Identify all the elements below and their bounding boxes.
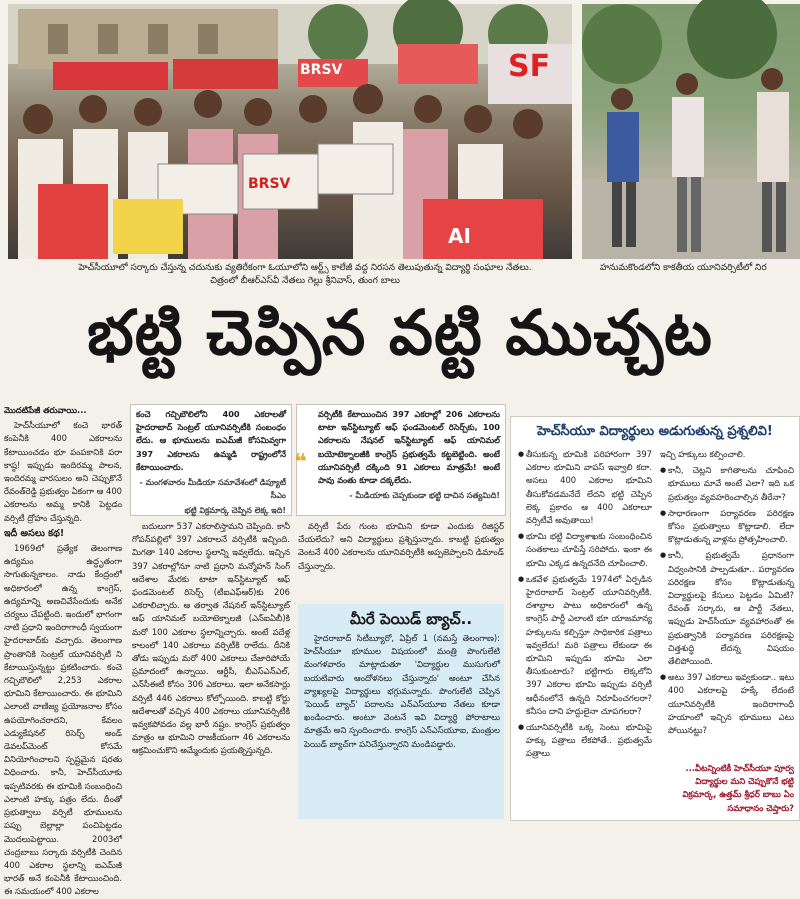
col2-paragraph-1: బదులుగా 537 ఎకరాలిస్తామని చెప్పింది. కానీ గోపన్‌పల్లిలో 397 ఎకరాలనే వర్సిటీకి ఇచ్చింది. మిగతా 140 ఎకరాల స్థలాన్ని ఇవ్వలేదు. ఇచ్చిన 397 ఎకరాల్లోనూ నాటి ప్రధాని మన్మోహన్ సింగ్ ఆదేశాల మేరకు టాటా ఇన్‌స్టిట్యూట్ ఆఫ్ ఫండమెంటల్ రిసెర్చ్ (టీఐఎఫ్‌ఆర్)కు 206 ఎకరాలిచ్చారు. ఆ తర్వాత నేషనల్ ఇన్‌స్టిట్యూట్ ఆఫ్ యానిమల్ బయోటెక్నాలజీ (ఎన్‌ఐఏబీ)కి మరో 100 ఎకరాల స్థలాన్నిచ్చారు. అంటే పదేళ్ల కాలంలో 140 ఎకరాలు వర్సిటీకి రాలేదు. దీనికి తోడు ఇప్పుడు మరో 400 ఎకరాలు చేజారిపోయే ప్రమాదంలో ఉన్నాయి. ఆర్టీసీ, బీఎస్ఎన్ఎల్, ఎన్‌సీఈటీ కోసం 306 ఎకరాలు. ఇలా అనేకసార్లు వర్సిటీ 446 ఎకరాలు కోల్పోయింది. కాబట్టి కోర్టు ఆదేశాలతో వచ్చిన 400 ఎకరాలు యూనివర్సిటీకి ఇవ్వకపోవడం వల్ల భారీ నష్టం. కాంగ్రెస్ ప్రభుత్వం మాత్రం ఆ భూమిని రాజకీయంగా 46 ఎకరాలను ఆక్రమించుకొని అమ్మేందుకు ప్రయత్నిస్తున్నది. [132, 521, 290, 756]
march-scene-illustration [582, 4, 800, 259]
bhatti-claim-source-2: భట్టి విక్రమార్క చెప్పిన లెక్క ఇది! [184, 506, 286, 516]
photo-left-caption-line2: చిత్రంలో బీఆర్ఎస్‌వీ నేతలు గెల్లు శ్రీనివాస్, తుంగ బాలు [210, 276, 400, 286]
question-item: ● సాధారణంగా పర్యావరణ పరిరక్షణ కోసం ప్రభుత్వాలు కొట్లాడాలి. లేదా కొట్లాడుతున్న వాళ్లను ప్రోత్సహించాలి. [660, 507, 794, 547]
placard-brsv-1: BRSV [300, 62, 343, 78]
question-item: ● యూనివర్సిటీకి ఒక్క సెంటు భూమిపై హక్కు పత్రాలు లేకపోతే.. ప్రభుత్వమే పత్రాలు [518, 721, 652, 761]
col1-paragraph-2: 1969లో ప్రత్యేక తెలంగాణ ఉద్యమం ఉద్ధృతంగా సాగుతున్నకాలం. నాడు కేంద్రంలో అధికారంలో ఉన్న కాంగ్రెస్, ఉద్యమాన్ని అణచివేసేందుకు అనేక చర్యలు చేపట్టింది. ఇందులో భాగంగా నాటి ప్రధాని ఇందిరాగాంధీ స్వయంగా హైదరాబాద్‌కు వచ్చారు. తెలంగాణ ప్రాంతానికి సెంట్రల్ యూనివర్సిటీ ని కేటాయిస్తున్నట్టు ప్రకటించారు. కంచె గచ్చిబౌలిలో 2,253 ఎకరాల భూమిని కేటాయించారు. ఈ భూమిని ఎలాంటి వాణిజ్య ప్రయోజనాల కోసం ఉపయోగించరాదని, కేవలం ఎడ్యుకేషనల్ రిసెర్చ్ అండ్ డెవలప్‌మెంట్ కోసమే వినియోగించాలని స్పష్టమైన షరతు విధించారు. కానీ, హెచ్‌సీయూకు ఇప్పటివరకు ఈ భూమికి సంబంధించి ఎలాంటి హక్కు పత్రం లేదు. దీంతో ప్రభుత్వాలు వర్సిటీ భూములను పప్పు బెల్లాల్లా పంచిపెట్టడం మొదలుపెట్టాయి. 2003లో చంద్రబాబు సర్కారు వర్సిటీకి చెందిన 400 ఎకరాల స్థలాన్ని ఐఎమ్‌జీ భారత్ అనే కంపెనీకి కేటాయించింది. ఈ సమయంలో 400 ఎకరాల [4, 543, 122, 897]
placard-sf: SF [508, 49, 551, 84]
col1-paragraph-1: హెచ్‌సీయూలో కంచె భారత్ కంపెనీకి 400 ఎకరాలను కేటాయించడం భూ పంపకానికి పరా కాష్ఠ! ఇప్పుడు ఇందిరమ్మ పాలన, ఇందిరమ్మ వారసులం అని చెప్పుకొనే రేవంత్‌రెడ్డి ప్రభుత్వం ఏకంగా ఆ 400 ఎకరాలను అమ్మ కానికి పెట్టడం వర్సిటీ ద్రోహం చేస్తున్నది. [4, 420, 122, 523]
questions-column-left [518, 448, 652, 808]
placard-ai: AI [448, 224, 471, 248]
article-column-3-top [298, 520, 504, 602]
hidden-truth-content [318, 408, 500, 514]
protest-scene-illustration [8, 4, 572, 259]
photo-left-caption [40, 262, 570, 288]
paid-batch-article [304, 632, 500, 818]
protest-photo-right [582, 4, 800, 259]
col3-paragraph-1: వర్సిటీ పేరు గుంట భూమిని కూడా ఎందుకు రిజిస్టర్ చేయలేదు? అని విద్యార్థులు ప్రశ్నిస్తున్నారు. కాబట్టి ప్రభుత్వం వెంటనే 400 ఎకరాలను యూనివర్సిటీకి అప్పజెప్పాలని డిమాండ్ చేస్తున్నారు. [298, 521, 504, 571]
quote-marks-icon: ❝ [294, 450, 307, 475]
page-headline: భట్టి చెప్పిన వట్టి ముచ్చట [87, 296, 713, 369]
question-item: ● ఒకవేళ ప్రభుత్వమే 1974లో ఏర్పడిన హైదరాబాద్ సెంట్రల్ యూనివర్సిటీకి. దశాబ్దాల పాటు అధికారంలో ఉన్న కాంగ్రెస్ పార్టీ ఎలాంటి భూ యాజమాన్య హక్కులను కల్పిస్తూ సాధికారిక పత్రాలు ఇవ్వలేదు! మరి పత్రాలు లేకుండా ఈ భూమిని ఇప్పుడు భూమి ఎలా తీసుకుంటారు? భట్టిగారు లెక్కలోని 397 ఎకరాల భూమి ఇప్పుడు వర్సిటీ ఆధీనంలోనే ఉన్నది నిరూపించగలరా? కనీసం దాని హద్దులైనా చూపగలరా? [518, 573, 652, 718]
protest-photo-left [8, 4, 572, 259]
photo-left-caption-line1: హెచ్‌సీయూలో సర్కారు చేస్తున్న చదునుకు వ్యతిరేకంగా ఓయూలోని ఆర్ట్స్ కాలేజీ వద్ద నిరసన తెలుపుతున్న విద్యార్థి సంఘాల నేతలు. [78, 263, 532, 273]
col1-subhead: ఇదీ అసలు కథ! [4, 527, 65, 539]
bhatti-claim-content [136, 408, 286, 514]
question-item-continued: ఇచ్చి హక్కులు కల్పించాలి. [660, 449, 746, 459]
question-item: ● కానీ, చెట్లని కాగితాలను చూపించి భూములు మావే అంటే ఎలా? ఇది ఒక ప్రభుత్వం వ్యవహరించాల్సిన తీరేనా? [660, 464, 794, 504]
question-item: ● కానీ, ప్రభుత్వమే ప్రధానంగా విధ్వంసానికి పాల్పడుతూ.. పర్యావరణ పరిరక్షణ కోసం కొట్లాడుతున్న విద్యార్థులపై కేసులు పెట్టడం ఏమిటి? రేవంత్ సర్కారు, ఆ పార్టీ నేతలు, ఇప్పుడు హెచ్‌సీయూ వ్యవహారంతో ఈ ప్రభుత్వానికి పర్యావరణ పరిరక్షణపై చిత్తశుద్ధి లేదన్న విషయం తేలిపోయింది. [660, 549, 794, 668]
questions-column-right [660, 448, 794, 758]
students-questions-title: హెచ్‌సీయూ విద్యార్థులు అడుగుతున్న ప్రశ్నలివి! [537, 424, 773, 439]
bhatti-claim-quote: కంచె గచ్చిబౌలిలోని 400 ఎకరాలతో హైదరాబాద్ సెంట్రల్ యూనివర్సిటీకి సంబంధం లేదు. ఆ భూములను ఐఎమ్‌జీ కోసమివ్వగా 397 ఎకరాలను ఉమ్మడి రాష్ట్రంలోనే కేటాయించారు. [136, 409, 286, 472]
questions-footer: ...వీటన్నింటికీ హెచ్‌సీయూ పూర్వ విద్యార్థుల మని చెప్పుకొనే భట్టి విక్రమార్క, ఉత్తమ్ శ్రీధర్ బాబు ఏం సమాధానం చెప్తారు? [682, 763, 794, 813]
continuation-label: మొదటిపేజీ తరువాయి... [4, 405, 87, 415]
article-column-2 [132, 520, 290, 819]
article-column-1 [4, 404, 122, 897]
photo-right-caption: హనుమకొండలోని కాకతీయ యూనివర్సిటీలో నిర [600, 263, 767, 273]
bhatti-claim-source-1: - మంగళవారం మీడియా సమావేశంలో డిప్యూటీ సీఎం [139, 478, 286, 501]
question-item: ● భూమి భట్టి విద్యాశాఖకు సంబంధించిన సంతకాలు చూపిస్తే సరిపోదు. ఇంకా ఈ భూమి ఎక్కడ ఉన్నదనేది చూపించాలి. [518, 530, 652, 570]
col3-paragraph-2: హైదరాబాద్ సిటీబ్యూరో, ఏప్రిల్ 1 (నమస్తే తెలంగాణ): హెచ్‌సీయూ భూముల విషయంలో మంత్రి పొంగులేటి మంగళవారం మాట్లాడుతూ 'విద్యార్థుల ముసుగులో బయటివారు ఆందోళనలు చేస్తున్నారు' అంటూ చేసిన వ్యాఖ్యలపై విద్యార్థులు భగ్గుమన్నారు. పొంగులేటి చెప్పిన 'పెయిడ్ బ్యాచ్' పదాలను ఎన్ఎస్‌యూఐ నేతలు కూడా ఖండించారు. అంటూ వెంటనే ఇవి విద్యార్థి పోరాటాలు మాత్రమే అని స్పందించారు. కాంగ్రెస్ ఎన్ఎస్‌యూఐ, మంత్రుల పెయిడ్ బ్యాచ్‌గా పనిచేస్తున్నారని మండిపడ్డారు. [304, 633, 500, 749]
hidden-truth-quote: వర్సిటీకి కేటాయించిన 397 ఎకరాల్లో 206 ఎకరాలను టాటా ఇన్‌స్టిట్యూట్ ఆఫ్ ఫండమెంటల్ రిసెర్చ్‌కు, 100 ఎకరాలను నేషనల్ ఇన్‌స్టిట్యూట్ ఆఫ్ యానిమల్ బయోటెక్నాలజీకి కాంగ్రెస్ ప్రభుత్వమే కట్టబెట్టింది. అంటే యూనివర్సిటీ దక్కింది 91 ఎకరాలు మాత్రమే! అంటే పావు వంతు కూడా దక్కలేదు. [318, 409, 500, 486]
paid-batch-subhead: మీరే పెయిడ్ బ్యాచ్.. [350, 610, 473, 628]
question-item: ● తీసుకున్న భూమికి పరిహారంగా 397 ఎకరాల భూమిని వాపస్ ఇవ్వాలి కదా. అసలు 400 ఎకరాల భూమిని తీసుకోవడమనేదే లేదని భట్టి చెప్పిన లెక్క ప్రకారం ఆ 400 ఎకరాలూ వర్సిటీవే అవుతాయి! [518, 448, 652, 527]
placard-brsv-2: BRSV [248, 176, 291, 192]
hidden-truth-source: - మీడియాకు చెప్పకుండా భట్టి దాచిన సత్యమిది! [349, 491, 500, 501]
question-item: ● అటు 397 ఎకరాలు ఇవ్వకుండా.. ఇటు 400 ఎకరాలపై హక్కే లేదంటే యూనివర్సిటీకి ఇందిరాగాంధీ హయాంలో ఇచ్చిన భూములు ఎటు పోయినట్టు? [660, 671, 794, 737]
